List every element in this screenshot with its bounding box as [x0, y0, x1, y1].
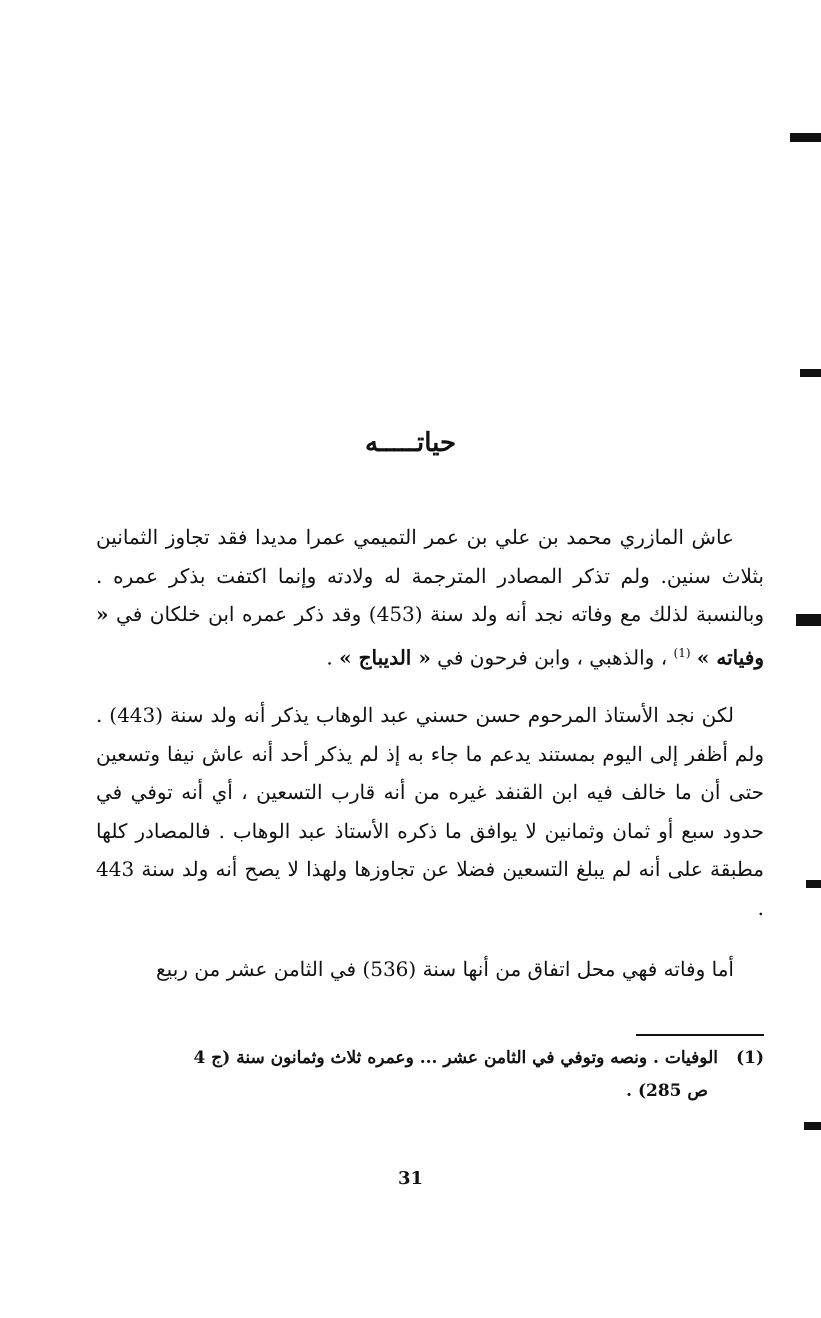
paragraph-2-text: لكن نجد الأستاذ المرحوم حسن حسني عبد الوهاب يذكر أنه ولد سنة (443) . ولم أظفر إلى اليوم بمستند يدعم ما جاء به إذ لم يذكر أحد أنه عاش نيفا وتسعين حتى أن ما خالف فيه ابن القنفد غيره من أنه قارب التسعين ، أي أنه توفي في حدود سبع أو ثمان وثمانين لا يوافق ما ذكره الأستاذ عبد الوهاب . فالمصادر كلها مطبقة على أنه لم يبلغ التسعين فضلا عن تجاوزها ولهذا لا يصح أنه ولد سنة 443 . [96, 703, 764, 920]
paragraph-3-text: أما وفاته فهي محل اتفاق من أنها سنة (536) في الثامن عشر من ربيع [156, 957, 734, 981]
footnote [96, 1042, 764, 1108]
work-title-wafayat: « وفياته » [96, 602, 764, 670]
paragraph-1-text-c: . [326, 645, 340, 670]
scan-edge-mark [800, 369, 821, 377]
footnote-line-2: ص 285) . [626, 1081, 708, 1101]
scan-edge-mark [806, 880, 821, 888]
paragraph-3 [96, 950, 764, 989]
scan-edge-mark [804, 1122, 821, 1130]
footnote-number: (1) [736, 1048, 764, 1068]
footnote-reference: (1) [673, 645, 691, 660]
footnote-line-1 [96, 1042, 764, 1075]
footnote-divider [636, 1034, 764, 1036]
section-title: حياتـــــه [364, 428, 457, 458]
paragraph-1 [96, 518, 764, 677]
paragraph-2 [96, 696, 764, 927]
footnote-text-1: الوفيات . ونصه وتوفي في الثامن عشر ... وعمره ثلاث وثمانون سنة (ج 4 [193, 1048, 718, 1068]
page-number: 31 [397, 1168, 424, 1189]
paragraph-1-text-a: عاش المازري محمد بن علي بن عمر التميمي عمرا مديدا فقد تجاوز الثمانين بثلاث سنين. ولم تذكر المصادر المترجمة له ولادته وإنما اكتفت بذكر عمره . وبالنسبة لذلك مع وفاته نجد أنه ولد سنة (453) وقد ذكر عمره ابن خلكان في [96, 525, 764, 626]
work-title-dibaj: « الديباج » [339, 645, 431, 670]
scan-edge-mark [790, 133, 821, 142]
scan-edge-mark [796, 614, 821, 626]
paragraph-1-text-b: ، والذهبي ، وابن فرحون في [430, 645, 674, 670]
